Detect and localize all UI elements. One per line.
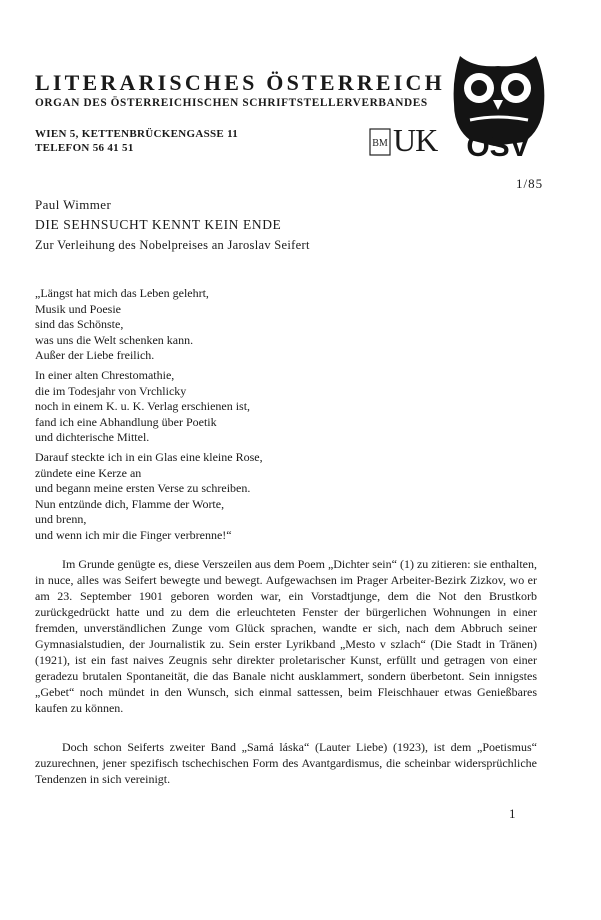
poem-line: Nun entzünde dich, Flamme der Worte, — [35, 496, 225, 511]
address-line-street: WIEN 5, KETTENBRÜCKENGASSE 11 — [35, 128, 239, 140]
poem-line: sind das Schönste, — [35, 317, 124, 332]
poem-line: Außer der Liebe freilich. — [35, 348, 155, 363]
poem-line: was uns die Welt schenken kann. — [35, 332, 194, 347]
poem-line: fand ich eine Abhandlung über Poetik — [35, 414, 217, 429]
poem-line: und wenn ich mir die Finger verbrenne!“ — [35, 527, 232, 542]
poem-line: Darauf steckte ich in ein Glas eine kleine Rose, — [35, 450, 263, 464]
poem-line: zündete eine Kerze an — [35, 465, 142, 480]
uk-logo: UK — [393, 122, 438, 158]
poem-line: und brenn, — [35, 512, 87, 527]
poem-line: In einer alten Chrestomathie, — [35, 368, 175, 382]
poem-line: und begann meine ersten Verse zu schreiben. — [35, 481, 251, 496]
bm-logo-text: BM — [372, 138, 388, 149]
poem-line: Musik und Poesie — [35, 301, 122, 316]
address-line-phone: TELEFON 56 41 51 — [35, 142, 134, 154]
poem-line: die im Todesjahr von Vrchlicky — [35, 383, 187, 398]
article-subtitle: Zur Verleihung des Nobelpreises an Jaroslav Seifert — [35, 238, 310, 252]
osv-logo-text: ÖSV — [466, 130, 530, 158]
poem-line: „Längst hat mich das Leben gelehrt, — [35, 286, 209, 300]
poem-stanza-3 — [35, 450, 263, 544]
poem-line: und dichterische Mittel. — [35, 430, 150, 445]
body-paragraph-1: Im Grunde genügte es, diese Verszeilen aus dem Poem „Dichter sein“ (1) zu zitieren: sie enthalten, in nuce, alles was Seifert bewegte und bewegt. Aufgewachsen im Prager Arbeiter-Bezirk Zizkov, wo er am 23. September 1901 geboren worden war, ein Vorstadtjunge, dem die Not den Brustkorb zurückgedrückt hatte und zu dem die erleuchteten Fenster der bürgerlichen Wohnungen in einer fremden, unverständlichen Zunge vom Glück sprachen, wandte er sich, nach dem Abbruch seiner Gymnasialstudien, der Journalistik zu. Sein erster Lyrikband „Mesto v szlach“ (Die Stadt in Tränen) (1921), ist ein fast naives Zeugnis sehr direkter proletarischer Kunst, erfüllt und getragen von einer geradezu brutalen Spontaneität, die das Banale nicht ausklammert, sondern überbetont. Sein innigstes „Gebet“ noch mündet in den Wunsch, sich einmal sattessen, beim Fleischhauer etwas Genießbares kaufen zu können. — [35, 557, 537, 715]
masthead-title: LITERARISCHES ÖSTERREICH — [35, 70, 445, 95]
article-title: DIE SEHNSUCHT KENNT KEIN ENDE — [35, 217, 282, 232]
article-author: Paul Wimmer — [35, 197, 112, 212]
issue-number: 1/85 — [516, 176, 544, 191]
bm-logo — [369, 128, 391, 156]
poem-stanza-2 — [35, 368, 250, 446]
masthead-subtitle: ORGAN DES ÖSTERREICHISCHEN SCHRIFTSTELLERVERBANDES — [35, 97, 428, 109]
poem-line: noch in einem K. u. K. Verlag erschienen ist, — [35, 399, 251, 414]
poem-stanza-1 — [35, 286, 209, 364]
body-paragraph-2: Doch schon Seiferts zweiter Band „Samá láska“ (Lauter Liebe) (1923), ist dem „Poetismus“ zuzurechnen, jener spezifisch tschechischen Form des Avantgardismus, die scheinbar widersprüchliche Tendenzen in sich vereinigt. — [35, 740, 537, 786]
osv-owl-logo — [446, 46, 551, 158]
page-number: 1 — [509, 806, 516, 821]
